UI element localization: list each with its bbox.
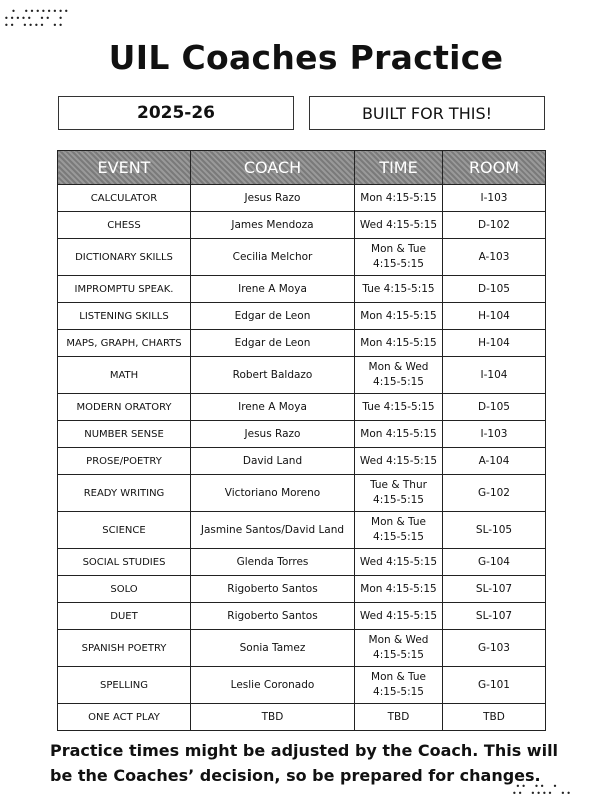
- table-row: [58, 512, 546, 549]
- table-row: [58, 239, 546, 276]
- cell-coach: Rigoberto Santos: [191, 603, 355, 630]
- cell-event: MATH: [58, 357, 191, 394]
- cell-coach: Edgar de Leon: [191, 330, 355, 357]
- header-event: EVENT: [58, 151, 191, 185]
- cell-coach: Edgar de Leon: [191, 303, 355, 330]
- cell-event: DUET: [58, 603, 191, 630]
- cell-time: Mon 4:15-5:15: [355, 576, 443, 603]
- cell-coach: Irene A Moya: [191, 276, 355, 303]
- table-row: [58, 704, 546, 731]
- table-row: [58, 630, 546, 667]
- table-row: [58, 448, 546, 475]
- cell-coach: Sonia Tamez: [191, 630, 355, 667]
- cell-time: Mon & Tue 4:15-5:15: [355, 239, 443, 276]
- cell-time: Mon 4:15-5:15: [355, 421, 443, 448]
- cell-event: LISTENING SKILLS: [58, 303, 191, 330]
- table-row: [58, 330, 546, 357]
- cell-event: NUMBER SENSE: [58, 421, 191, 448]
- cell-time: Tue & Thur 4:15-5:15: [355, 475, 443, 512]
- cell-time: Mon 4:15-5:15: [355, 303, 443, 330]
- table-row: [58, 357, 546, 394]
- decorative-dots-top-left: • •••••••• ••••• •• • •• •••• ••: [4, 7, 70, 30]
- cell-time: Tue 4:15-5:15: [355, 276, 443, 303]
- cell-time: TBD: [355, 704, 443, 731]
- cell-room: G-103: [443, 630, 546, 667]
- table-row: [58, 475, 546, 512]
- cell-time: Wed 4:15-5:15: [355, 212, 443, 239]
- cell-time: Mon & Tue 4:15-5:15: [355, 512, 443, 549]
- header-time: TIME: [355, 151, 443, 185]
- cell-event: CHESS: [58, 212, 191, 239]
- cell-coach: Rigoberto Santos: [191, 576, 355, 603]
- cell-coach: Victoriano Moreno: [191, 475, 355, 512]
- decorative-dots-bottom-right: •• •• • •• •••• ••: [512, 782, 572, 798]
- cell-event: SPANISH POETRY: [58, 630, 191, 667]
- cell-room: TBD: [443, 704, 546, 731]
- cell-room: G-101: [443, 667, 546, 704]
- cell-room: D-105: [443, 394, 546, 421]
- cell-time: Wed 4:15-5:15: [355, 549, 443, 576]
- cell-event: IMPROMPTU SPEAK.: [58, 276, 191, 303]
- cell-event: PROSE/POETRY: [58, 448, 191, 475]
- cell-room: SL-107: [443, 576, 546, 603]
- cell-event: SOLO: [58, 576, 191, 603]
- table-header-row: [58, 151, 546, 185]
- cell-event: SCIENCE: [58, 512, 191, 549]
- practice-note: Practice times might be adjusted by the Coach. This will be the Coaches’ decision, so be prepared for changes.: [50, 741, 559, 785]
- cell-coach: Jesus Razo: [191, 185, 355, 212]
- cell-room: SL-105: [443, 512, 546, 549]
- cell-room: D-105: [443, 276, 546, 303]
- cell-room: A-104: [443, 448, 546, 475]
- cell-coach: TBD: [191, 704, 355, 731]
- cell-coach: Jasmine Santos/David Land: [191, 512, 355, 549]
- cell-time: Tue 4:15-5:15: [355, 394, 443, 421]
- cell-time: Mon 4:15-5:15: [355, 330, 443, 357]
- cell-room: H-104: [443, 303, 546, 330]
- table-row: [58, 549, 546, 576]
- cell-room: I-103: [443, 421, 546, 448]
- header-coach: COACH: [191, 151, 355, 185]
- cell-event: READY WRITING: [58, 475, 191, 512]
- table-row: [58, 576, 546, 603]
- table-row: [58, 303, 546, 330]
- cell-event: CALCULATOR: [58, 185, 191, 212]
- year-box: 2025-26: [58, 96, 294, 130]
- cell-room: I-104: [443, 357, 546, 394]
- cell-coach: Leslie Coronado: [191, 667, 355, 704]
- table-row: [58, 667, 546, 704]
- cell-room: A-103: [443, 239, 546, 276]
- practice-schedule-table: [57, 150, 546, 731]
- cell-coach: Cecilia Melchor: [191, 239, 355, 276]
- cell-coach: Irene A Moya: [191, 394, 355, 421]
- cell-event: SPELLING: [58, 667, 191, 704]
- cell-time: Mon & Wed 4:15-5:15: [355, 357, 443, 394]
- cell-room: D-102: [443, 212, 546, 239]
- cell-coach: David Land: [191, 448, 355, 475]
- cell-room: G-104: [443, 549, 546, 576]
- cell-event: ONE ACT PLAY: [58, 704, 191, 731]
- cell-coach: Robert Baldazo: [191, 357, 355, 394]
- cell-room: G-102: [443, 475, 546, 512]
- table-row: [58, 394, 546, 421]
- table-row: [58, 185, 546, 212]
- cell-event: MAPS, GRAPH, CHARTS: [58, 330, 191, 357]
- header-room: ROOM: [443, 151, 546, 185]
- cell-coach: James Mendoza: [191, 212, 355, 239]
- table-row: [58, 276, 546, 303]
- cell-room: SL-107: [443, 603, 546, 630]
- table-row: [58, 603, 546, 630]
- cell-time: Mon & Wed 4:15-5:15: [355, 630, 443, 667]
- slogan-box: BUILT FOR THIS!: [309, 96, 545, 130]
- cell-room: H-104: [443, 330, 546, 357]
- cell-time: Wed 4:15-5:15: [355, 448, 443, 475]
- page-title: UIL Coaches Practice: [108, 38, 504, 77]
- cell-event: MODERN ORATORY: [58, 394, 191, 421]
- cell-room: I-103: [443, 185, 546, 212]
- cell-coach: Glenda Torres: [191, 549, 355, 576]
- table-row: [58, 421, 546, 448]
- table-row: [58, 212, 546, 239]
- cell-event: SOCIAL STUDIES: [58, 549, 191, 576]
- cell-time: Mon & Tue 4:15-5:15: [355, 667, 443, 704]
- cell-coach: Jesus Razo: [191, 421, 355, 448]
- cell-event: DICTIONARY SKILLS: [58, 239, 191, 276]
- cell-time: Wed 4:15-5:15: [355, 603, 443, 630]
- cell-time: Mon 4:15-5:15: [355, 185, 443, 212]
